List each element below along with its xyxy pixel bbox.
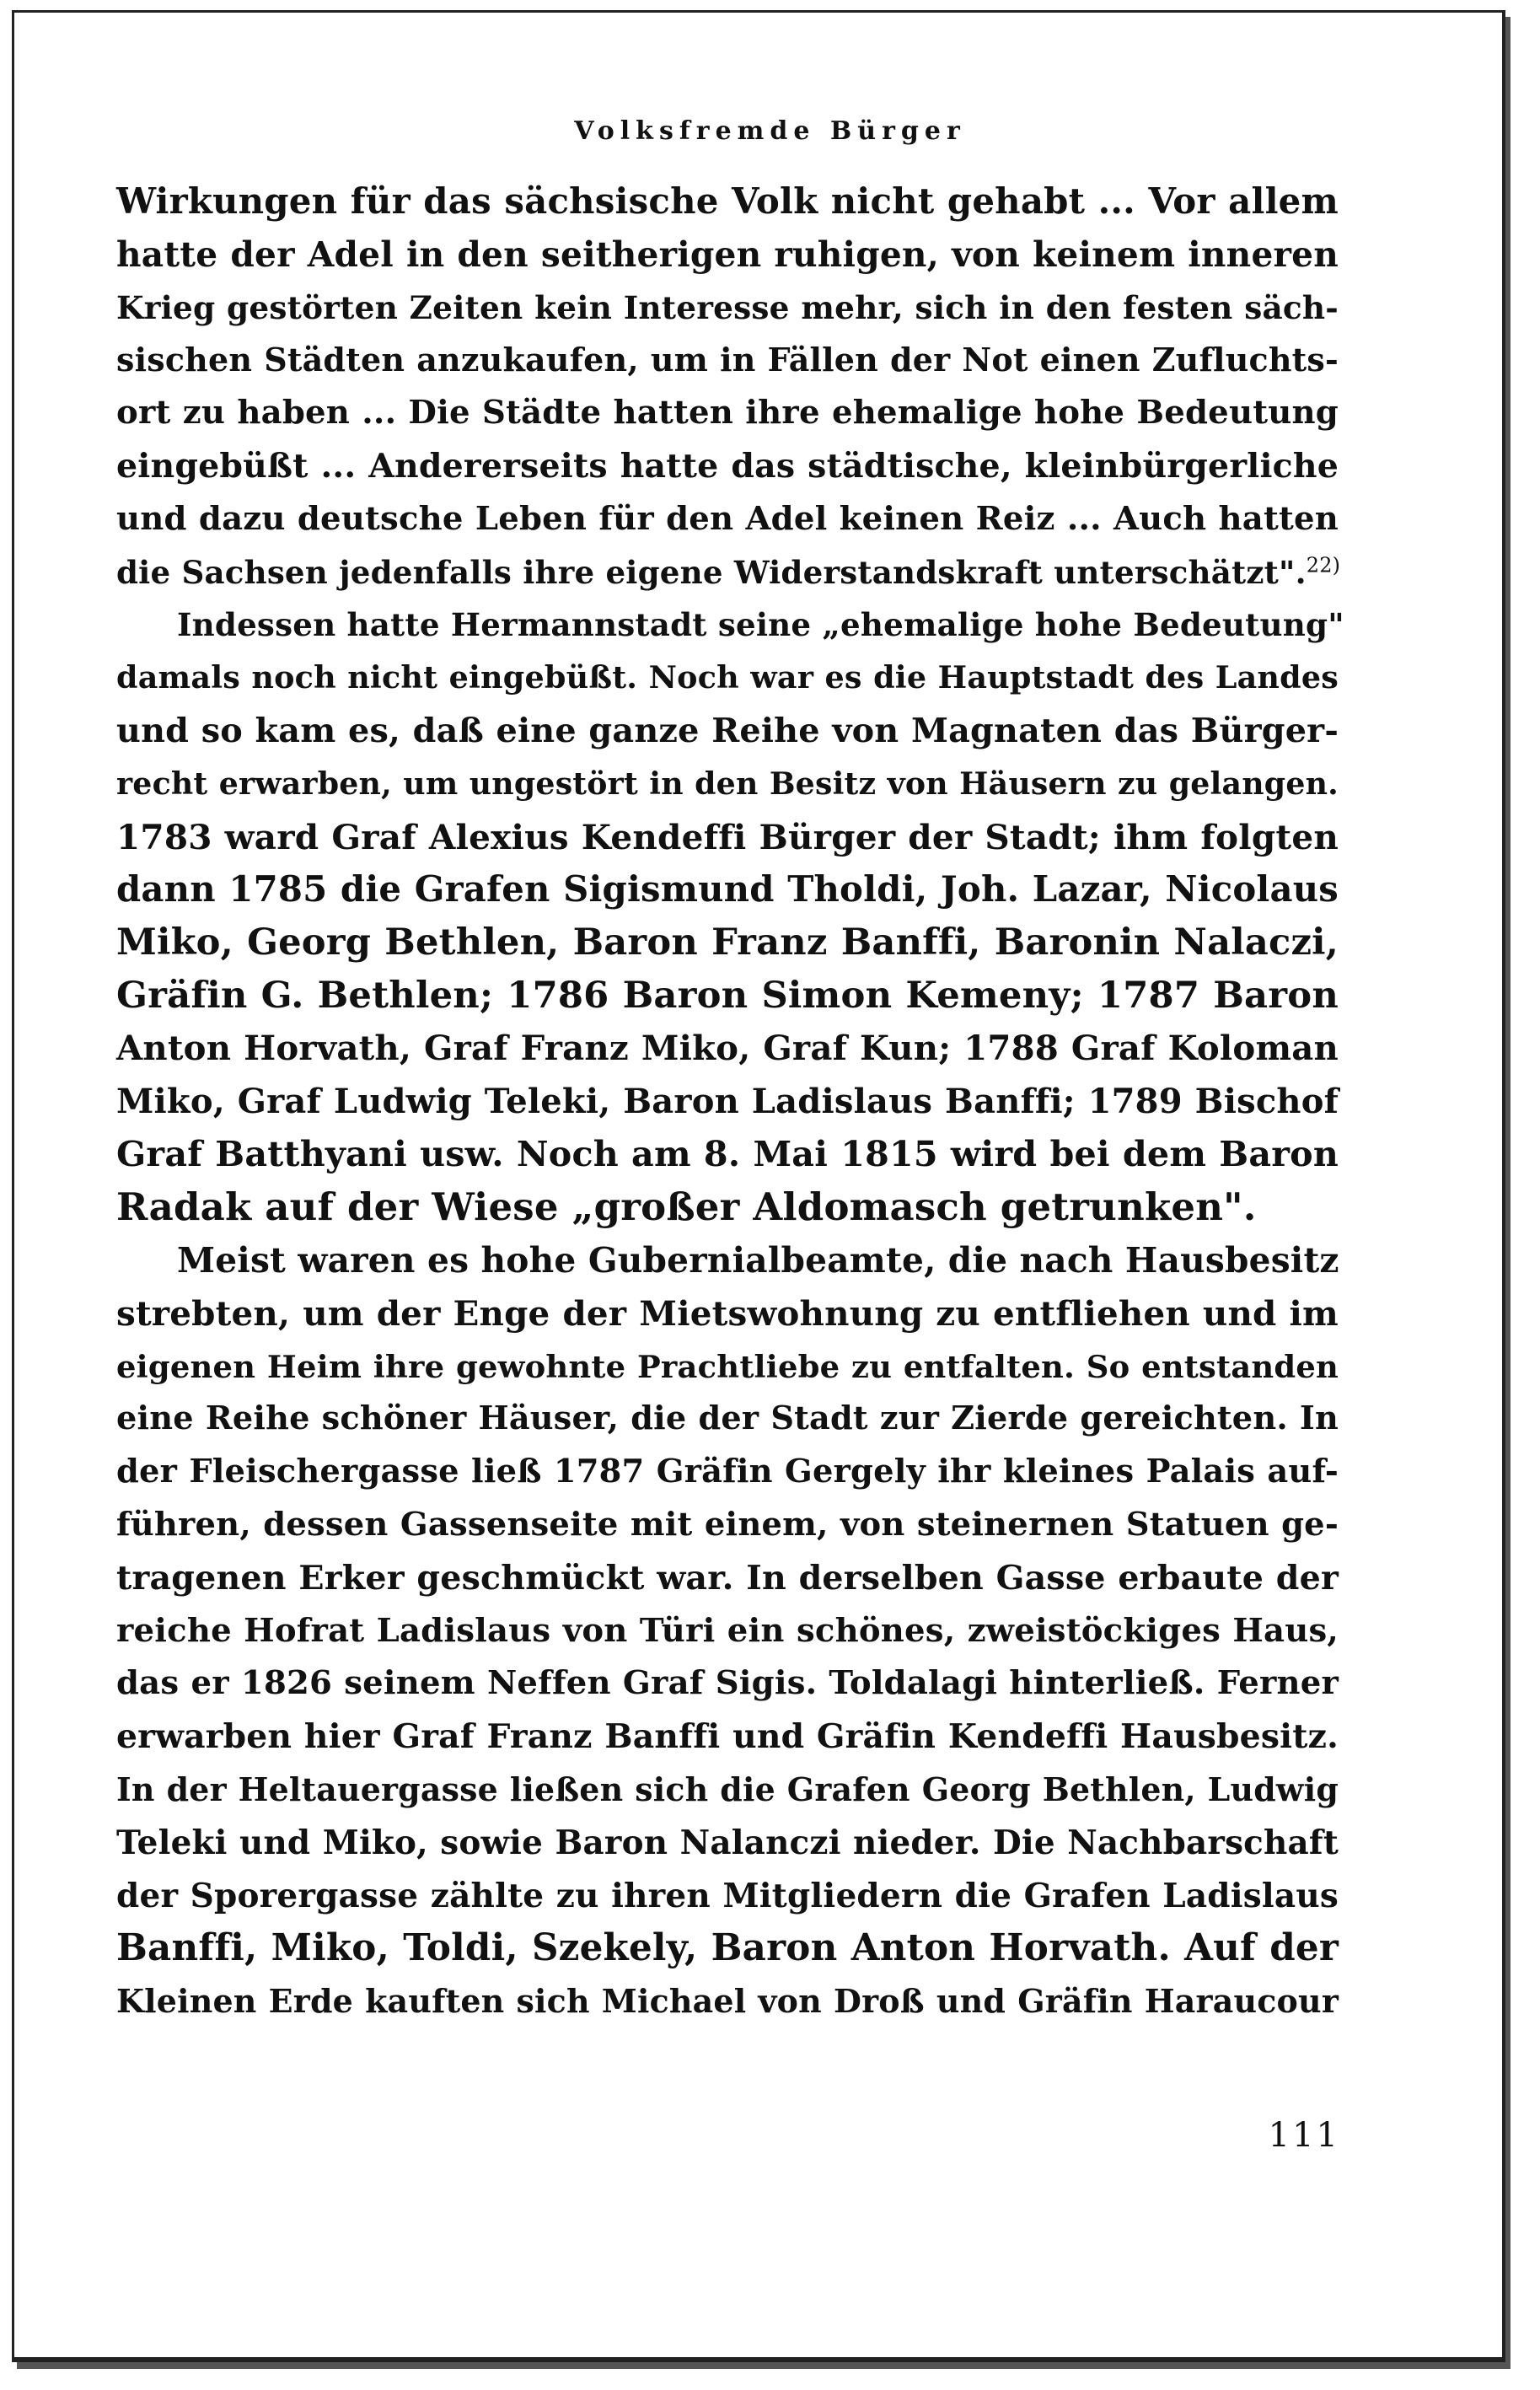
paragraph-start-line: Indessen hatte Hermannstadt seine „ehemalige hohe Bedeutung" <box>177 606 1344 644</box>
text-line: erwarben hier Graf Franz Banffi und Gräfin Kendeffi Hausbesitz. <box>116 1717 1339 1757</box>
text-line: Kleinen Erde kauften sich Michael von Droß und Gräfin Haraucour <box>116 1982 1339 2021</box>
text-line: und dazu deutsche Leben für den Adel keinen Reiz ... Auch hatten <box>116 499 1339 538</box>
text-line: Miko, Georg Bethlen, Baron Franz Banffi, Baronin Nalaczi, <box>116 921 1339 964</box>
paragraph-start-line: Meist waren es hohe Gubernialbeamte, die nach Hausbesitz <box>177 1239 1339 1281</box>
text-line: die Sachsen jedenfalls ihre eigene Widerstandskraft unterschätzt". <box>116 553 1307 591</box>
text-line: und so kam es, daß eine ganze Reihe von Magnaten das Bürger- <box>116 711 1339 750</box>
page-number: 111 <box>1268 2116 1340 2155</box>
text-line: Miko, Graf Ludwig Teleki, Baron Ladislaus Banffi; 1789 Bischof <box>116 1081 1339 1121</box>
text-line: Wirkungen für das sächsische Volk nicht gehabt ... Vor allem <box>116 180 1339 222</box>
text-line: strebten, um der Enge der Mietswohnung zu entfliehen und im <box>116 1292 1339 1334</box>
text-line: reiche Hofrat Ladislaus von Türi ein schönes, zweistöckiges Haus, <box>116 1611 1339 1650</box>
text-line: Teleki und Miko, sowie Baron Nalanczi nieder. Die Nachbarschaft <box>116 1823 1339 1862</box>
text-line: der Sporergasse zählte zu ihren Mitgliedern die Grafen Ladislaus <box>116 1876 1339 1915</box>
text-line: recht erwarben, um ungestört in den Besitz von Häusern zu gelangen. <box>116 765 1339 802</box>
text-line: Banffi, Miko, Toldi, Szekely, Baron Anton Horvath. Auf der <box>116 1926 1339 1970</box>
text-line: In der Heltauergasse ließen sich die Grafen Georg Bethlen, Ludwig <box>116 1770 1339 1808</box>
text-line: eigenen Heim ihre gewohnte Prachtliebe zu entfalten. So entstanden <box>116 1347 1339 1385</box>
text-line: Anton Horvath, Graf Franz Miko, Graf Kun; 1788 Graf Koloman <box>116 1028 1339 1068</box>
text-line: hatte der Adel in den seitherigen ruhigen, von keinem inneren <box>116 234 1339 275</box>
text-line: Krieg gestörten Zeiten kein Interesse mehr, sich in den festen säch- <box>116 288 1339 326</box>
running-head: Volksfremde Bürger <box>574 116 966 146</box>
footnote-reference: 22) <box>1306 553 1341 577</box>
body-text <box>116 175 1344 2028</box>
text-line: damals noch nicht eingebüßt. Noch war es die Hauptstadt des Landes <box>116 659 1339 696</box>
text-line: führen, dessen Gassenseite mit einem, von steinernen Statuen ge- <box>116 1505 1339 1544</box>
text-line-with-footnote <box>116 546 1339 599</box>
text-line: das er 1826 seinem Neffen Graf Sigis. Toldalagi hinterließ. Ferner <box>116 1664 1339 1703</box>
text-line: eine Reihe schöner Häuser, die der Stadt zur Zierde gereichten. In <box>116 1399 1339 1438</box>
text-line: Radak auf der Wiese „großer Aldomasch getrunken". <box>116 1184 1257 1230</box>
text-line: 1783 ward Graf Alexius Kendeffi Bürger der Stadt; ihm folgten <box>116 816 1339 857</box>
text-line: tragenen Erker geschmückt war. In derselben Gasse erbaute der <box>116 1558 1339 1598</box>
text-line: sischen Städten anzukaufen, um in Fällen der Not einen Zufluchts- <box>116 341 1339 379</box>
text-line: Gräfin G. Bethlen; 1786 Baron Simon Kemeny; 1787 Baron <box>116 973 1339 1017</box>
text-line: Graf Batthyani usw. Noch am 8. Mai 1815 wird bei dem Baron <box>116 1133 1339 1175</box>
text-line: der Fleischergasse ließ 1787 Gräfin Gergely ihr kleines Palais auf- <box>116 1453 1339 1491</box>
text-line: ort zu haben ... Die Städte hatten ihre ehemalige hohe Bedeutung <box>116 394 1339 432</box>
text-line: eingebüßt ... Andererseits hatte das städtische, kleinbürgerliche <box>116 446 1339 486</box>
text-line: dann 1785 die Grafen Sigismund Tholdi, Joh. Lazar, Nicolaus <box>116 868 1339 910</box>
